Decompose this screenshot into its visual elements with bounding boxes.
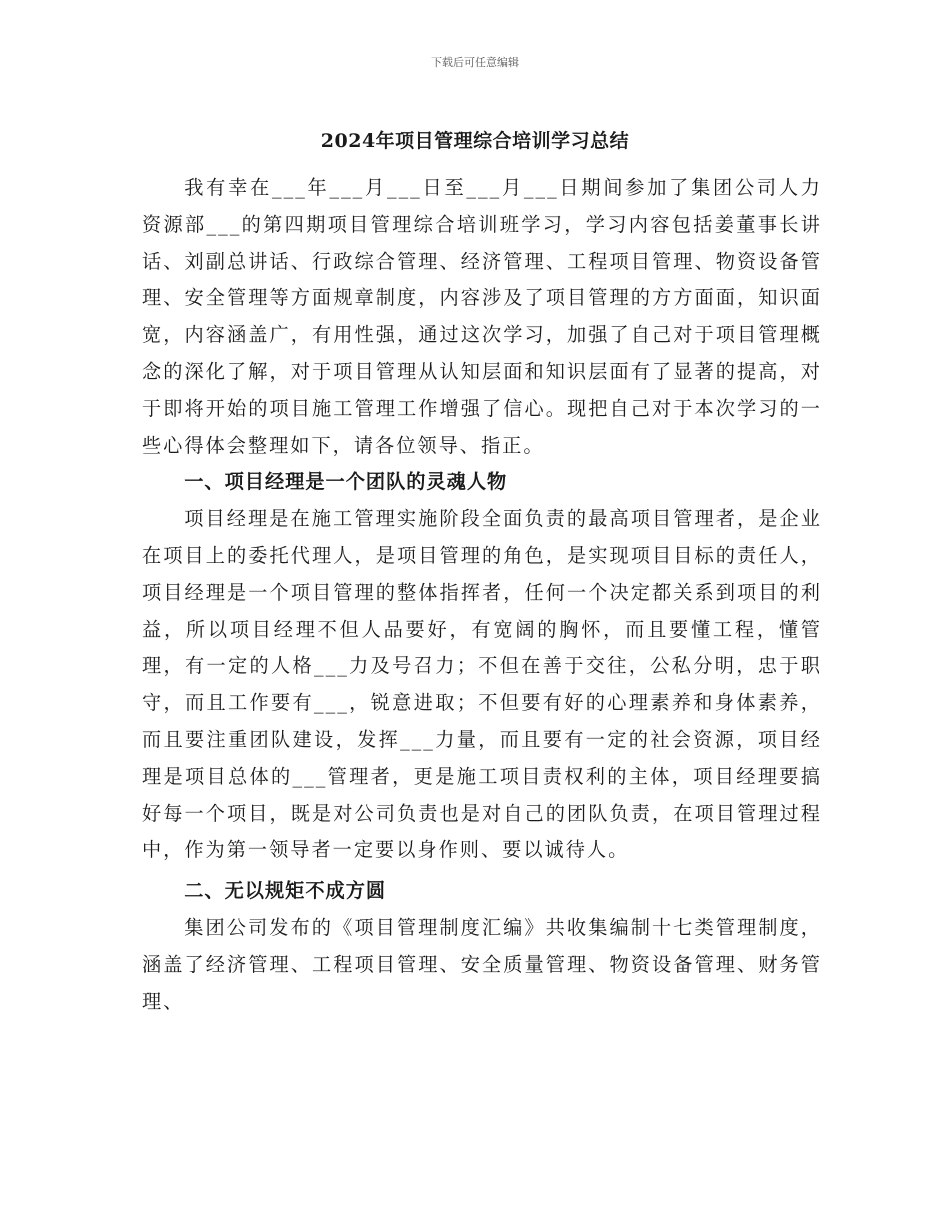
document-title: 2024年项目管理综合培训学习总结 bbox=[320, 130, 630, 152]
section-1-paragraph: 项目经理是在施工管理实施阶段全面负责的最高项目管理者，是企业在项目上的委托代理人，是项目管理的角色，是实现项目目标的责任人，项目经理是一个项目管理的整体指挥者，任何一个决定都关系到项目的利益，所以项目经理不但人品要好，有宽阔的胸怀，而且要懂工程，懂管理，有一定的人格___力及号召力；不但在善于交往，公私分明，忠于职守，而且工作要有___，锐意进取；不但要有好的心理素养和身体素养，而且要注重团队建设，发挥___力量，而且要有一定的社会资源，项目经理是项目总体的___管理者，更是施工项目责权利的主体，项目经理要搞好每一个项目，既是对公司负责也是对自己的团队负责，在项目管理过程中，作为第一领导者一定要以身作则、要以诚待人。 bbox=[142, 507, 822, 862]
section-2-paragraph: 集团公司发布的《项目管理制度汇编》共收集编制十七类管理制度，涵盖了经济管理、工程项目管理、安全质量管理、物资设备管理、财务管理、 bbox=[142, 915, 822, 1013]
section-1-heading: 一、项目经理是一个团队的灵魂人物 bbox=[184, 470, 508, 494]
section-2-heading: 二、无以规矩不成方圆 bbox=[184, 879, 387, 903]
header-note: 下载后可任意编辑 bbox=[431, 56, 519, 69]
document-body bbox=[142, 170, 822, 1020]
intro-paragraph: 我有幸在___年___月___日至___月___日期间参加了集团公司人力资源部___的第四期项目管理综合培训班学习，学习内容包括姜董事长讲话、刘副总讲话、行政综合管理、经济管理、工程项目管理、物资设备管理、安全管理等方面规章制度，内容涉及了项目管理的方方面面，知识面宽，内容涵盖广，有用性强，通过这次学习，加强了自己对于项目管理概念的深化了解，对于项目管理从认知层面和知识层面有了显著的提高，对于即将开始的项目施工管理工作增强了信心。现把自己对于本次学习的一些心得体会整理如下，请各位领导、指正。 bbox=[142, 176, 822, 457]
